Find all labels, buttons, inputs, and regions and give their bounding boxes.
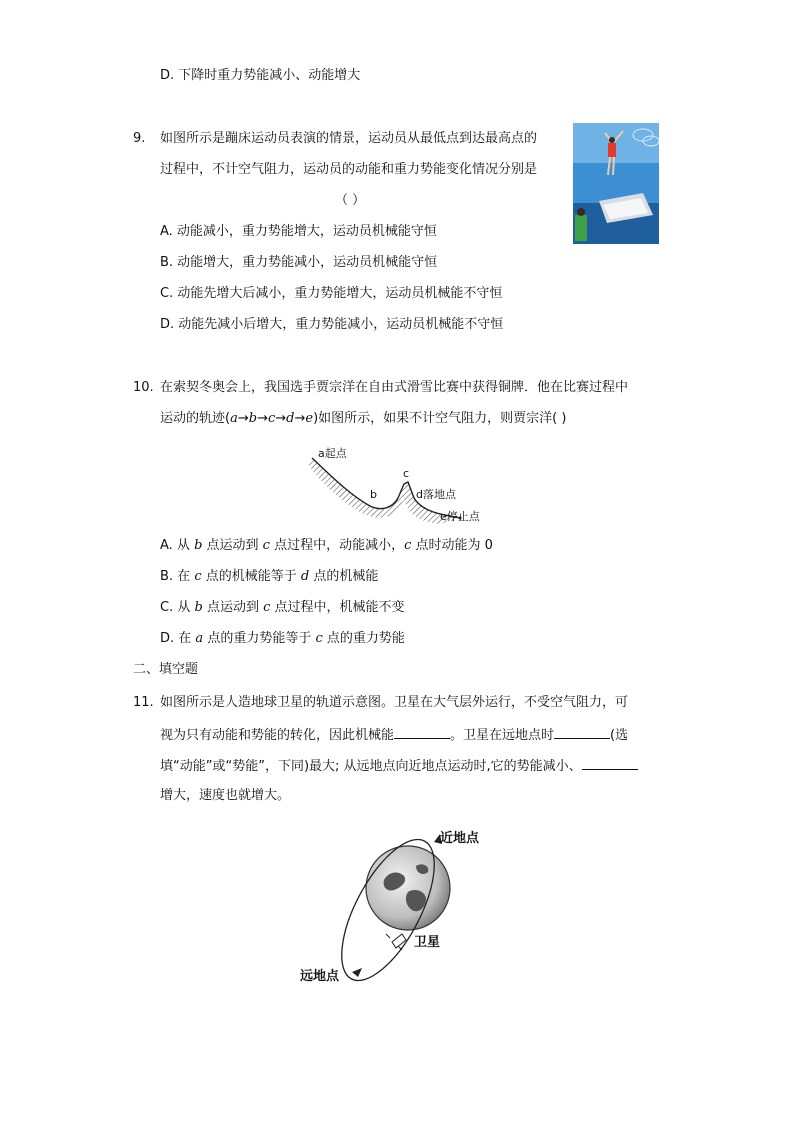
q9-text-line1: 如图所示是蹦床运动员表演的情景，运动员从最低点到达最高点的 [160, 131, 538, 146]
trampoline-photo [573, 123, 659, 244]
q10-text-line1: 在索契冬奥会上，我国选手贾宗洋在自由式滑雪比赛中获得铜牌．他在比赛过程中 [160, 380, 629, 395]
q9-text-line2: 过程中，不计空气阻力，运动员的动能和重力势能变化情况分别是 [160, 162, 538, 177]
label-apogee: 远地点 [300, 969, 340, 984]
q9-option-b: B. 动能增大，重力势能减小，运动员机械能守恒 [160, 255, 438, 270]
label-satellite: 卫星 [414, 935, 441, 950]
ski-label-a: a起点 [318, 447, 347, 460]
ski-track-figure [300, 440, 500, 530]
ski-label-e: e停止点 [440, 510, 480, 523]
q9-option-d: D. 动能先减小后增大，重力势能减小，运动员机械能不守恒 [160, 317, 504, 332]
blank-2[interactable] [554, 724, 610, 739]
q10-option-d: D. 在 a 点的重力势能等于 c 点的重力势能 [160, 631, 405, 646]
q11-text-line3: 填“动能”或“势能”，下同)最大; 从远地点向近地点运动时,它的势能减小、 [160, 755, 638, 777]
blank-3[interactable] [582, 755, 638, 770]
q9-option-a: A. 动能减小，重力势能增大，运动员机械能守恒 [160, 224, 437, 239]
q11-text-line2: 视为只有动能和势能的转化，因此机械能 。卫星在远地点时 (选 [160, 724, 628, 746]
prev-option-d: D. 下降时重力势能减小、动能增大 [160, 68, 361, 83]
q11-number: 11. [133, 695, 154, 710]
ski-label-b: b [370, 488, 377, 501]
q11-text-line4: 增大，速度也就增大。 [160, 788, 291, 803]
q10-option-a: A. 从 b 点运动到 c 点过程中，动能减小，c 点时动能为 0 [160, 538, 493, 553]
q9-number: 9. [133, 131, 146, 146]
label-perigee: 近地点 [440, 831, 480, 846]
q10-option-b: B. 在 c 点的机械能等于 d 点的机械能 [160, 569, 379, 584]
q10-number: 10. [133, 380, 154, 395]
ski-label-d: d落地点 [416, 488, 456, 501]
q9-answer-paren: （ ） [335, 193, 366, 208]
q10-option-c: C. 从 b 点运动到 c 点过程中，机械能不变 [160, 600, 405, 615]
q9-option-c: C. 动能先增大后减小，重力势能增大，运动员机械能不守恒 [160, 286, 503, 301]
section-heading-fill-in: 二、填空题 [133, 662, 199, 677]
ski-label-c: c [403, 467, 410, 480]
q11-text-line1: 如图所示是人造地球卫星的轨道示意图。卫星在大气层外运行，不受空气阻力，可 [160, 695, 629, 710]
blank-1[interactable] [394, 724, 450, 739]
q10-text-line2: 运动的轨迹(a→b→c→d→e)如图所示，如果不计空气阻力，则贾宗洋( ) [160, 411, 567, 426]
satellite-orbit-figure [296, 822, 506, 987]
